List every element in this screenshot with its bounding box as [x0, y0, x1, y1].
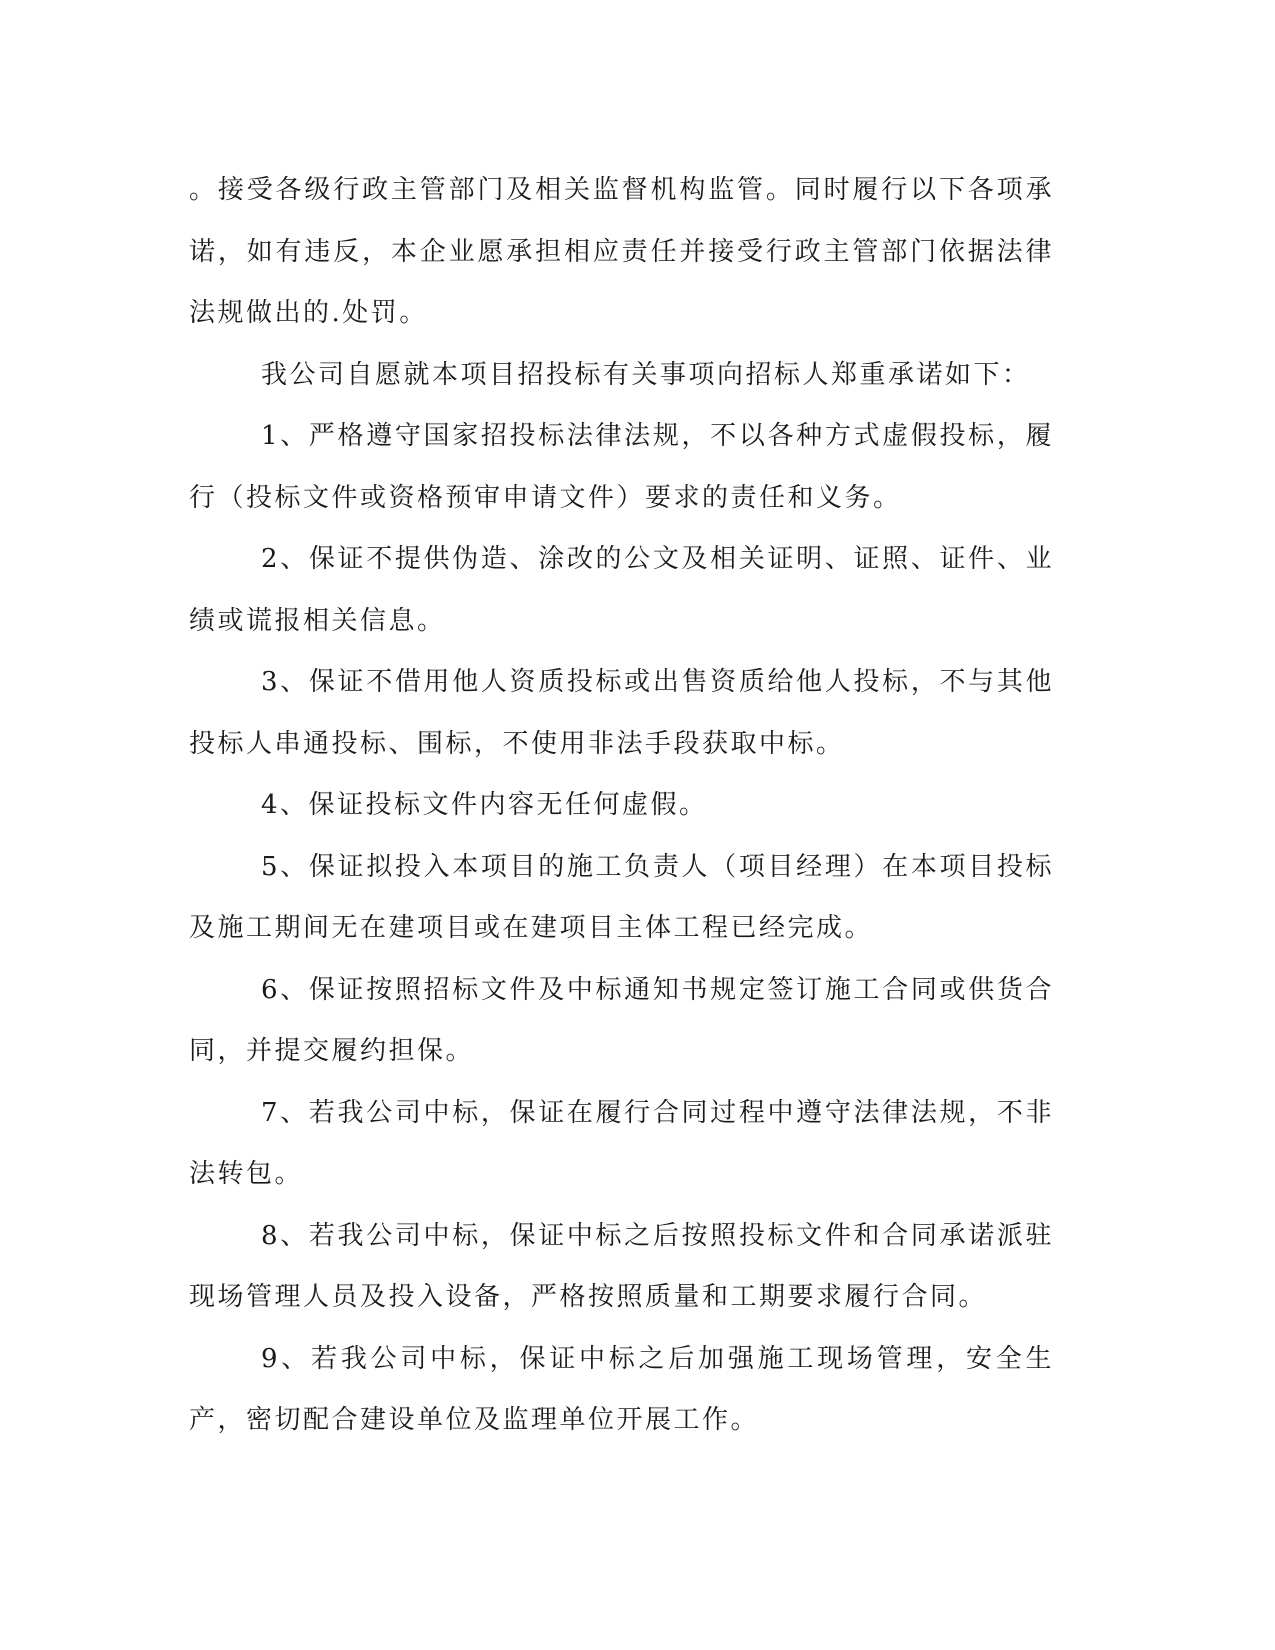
paragraph-item-5: 5、保证拟投入本项目的施工负责人（项目经理）在本项目投标及施工期间无在建项目或在建项目主体工程已经完成。 [189, 851, 1054, 943]
paragraph-item-8: 8、若我公司中标，保证中标之后按照投标文件和合同承诺派驻现场管理人员及投入设备，严格按照质量和工期要求履行合同。 [189, 1220, 1054, 1312]
paragraph-item-9: 9、若我公司中标，保证中标之后加强施工现场管理，安全生产，密切配合建设单位及监理单位开展工作。 [189, 1343, 1054, 1435]
paragraph-commitment-intro: 我公司自愿就本项目招投标有关事项向招标人郑重承诺如下： [261, 359, 1031, 390]
document-body [189, 160, 1054, 1452]
paragraph-continuation: 。接受各级行政主管部门及相关监督机构监管。同时履行以下各项承诺，如有违反，本企业愿承担相应责任并接受行政主管部门依据法律法规做出的.处罚。 [189, 175, 1054, 328]
paragraph-item-1: 1、严格遵守国家招投标法律法规，不以各种方式虚假投标，履行（投标文件或资格预审申请文件）要求的责任和义务。 [189, 421, 1054, 513]
paragraph-item-7: 7、若我公司中标，保证在履行合同过程中遵守法律法规，不非法转包。 [189, 1097, 1054, 1189]
paragraph-item-4: 4、保证投标文件内容无任何虚假。 [261, 790, 708, 820]
paragraph-item-2: 2、保证不提供伪造、涂改的公文及相关证明、证照、证件、业绩或谎报相关信息。 [189, 544, 1054, 636]
paragraph-item-3: 3、保证不借用他人资质投标或出售资质给他人投标，不与其他投标人串通投标、围标，不使用非法手段获取中标。 [189, 667, 1054, 759]
paragraph-item-6: 6、保证按照招标文件及中标通知书规定签订施工合同或供货合同，并提交履约担保。 [189, 974, 1054, 1066]
